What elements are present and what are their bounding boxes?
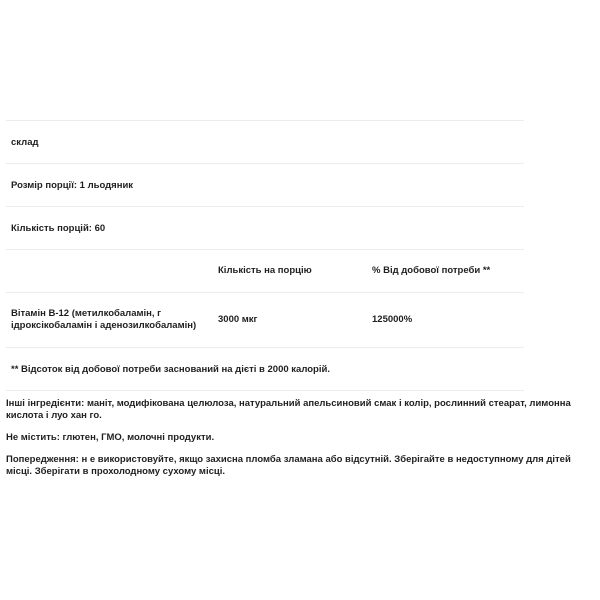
serving-size-text: Розмір порції: 1 льодяник	[11, 179, 134, 191]
serving-size-row	[6, 163, 524, 206]
other-ingredients	[6, 398, 576, 422]
footnote-row	[6, 347, 524, 390]
table-header-row	[6, 249, 524, 292]
nutrient-amount: 3000 мкг	[218, 314, 258, 325]
warning-line-1: Попередження: н е використовуйте, якщо захисна пломба зламана або відсутній. Зберігайте в недоступному для дітей	[6, 454, 571, 465]
nutrient-name-line-1: Вітамін B-12 (метилкобаламін, г	[11, 308, 162, 319]
free-from: Не містить: глютен, ГМО, молочні продукти.	[6, 432, 215, 443]
daily-value-header: % Від добової потреби **	[372, 265, 491, 276]
table-row	[6, 292, 524, 347]
composition-row	[6, 120, 524, 163]
amount-per-serving-header: Кількість на порцію	[218, 265, 312, 276]
servings-text: Кількість порцій: 60	[11, 222, 106, 234]
table-bottom-divider	[6, 390, 524, 391]
other-ingredients-line-2: кислота і луо хан го.	[6, 410, 102, 421]
warning	[6, 454, 576, 478]
supplement-facts-table	[6, 120, 524, 391]
product-notes	[6, 398, 576, 488]
servings-row	[6, 206, 524, 249]
daily-value-footnote: ** Відсоток від добової потреби заснований на дієті в 2000 калорій.	[11, 363, 330, 375]
other-ingredients-line-1: Інші інгредієнти: маніт, модифікована целюлоза, натуральний апельсиновий смак і колір, рослинний стеарат, лимонна	[6, 398, 571, 409]
warning-line-2: місці. Зберігати в прохолодному сухому місці.	[6, 466, 225, 477]
nutrient-name-line-2: ідроксікобаламін і аденозилкобаламін)	[11, 320, 197, 331]
nutrient-name	[11, 308, 221, 332]
nutrient-daily-value: 125000%	[372, 314, 413, 325]
composition-label: склад	[11, 136, 39, 148]
